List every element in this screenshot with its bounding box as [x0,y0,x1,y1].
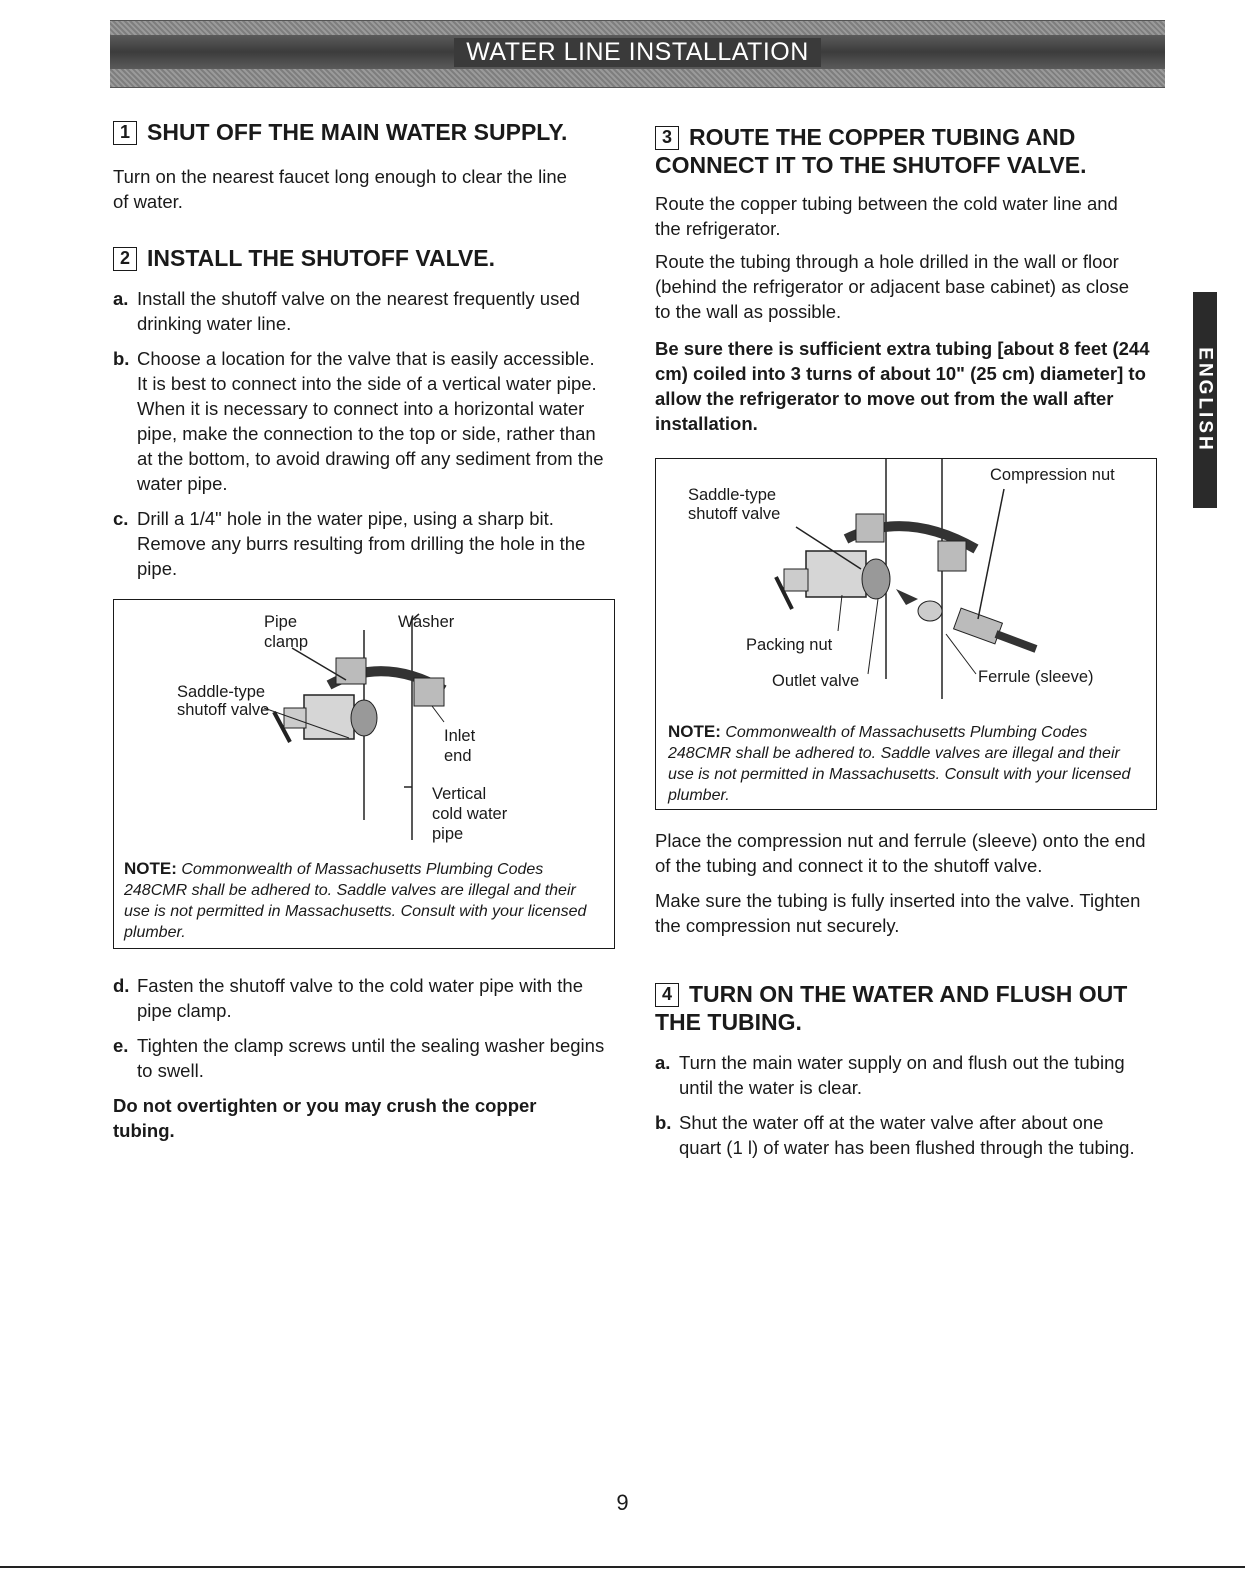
step3-title: ROUTE THE COPPER TUBING AND CONNECT IT TO THE SHUTOFF VALVE. [655,124,1087,178]
label-pipe-clamp: Pipe [264,613,298,631]
step4-item-b [655,1110,1149,1160]
valve-illustration [114,600,614,840]
step2-number: 2 [113,247,137,271]
label-outlet-valve: Outlet valve [772,672,860,690]
step2-title: INSTALL THE SHUTOFF VALVE. [147,245,495,271]
figure-note [668,721,1138,806]
step1-heading [113,118,613,146]
left-column [113,118,613,1143]
item-letter: d. [113,975,130,996]
label-saddle-valve-2: shutoff valve [177,701,270,719]
language-tab [1193,292,1217,508]
step4-title: TURN ON THE WATER AND FLUSH OUT THE TUBING. [655,981,1128,1035]
step2-item-a [113,286,607,336]
label-inlet-end: Inlet [444,727,476,745]
item-text: Choose a location for the valve that is easily accessible. It is best to connect into the side of a vertical water pipe. When it is necessary to connect into a horizontal water pipe, make the connection to the top or side, rather than at the bottom, to avoid drawing off any sediment from the water pipe. [137,348,604,494]
step3-para-1: Route the copper tubing between the cold water line and the refrigerator. [655,193,1118,239]
step2-item-d [113,973,617,1023]
step1-number: 1 [113,121,137,145]
note-label: NOTE: [668,722,721,741]
right-column [655,123,1165,1160]
note-text: Commonwealth of Massachusetts Plumbing Codes 248CMR shall be adhered to. Saddle valves are illegal and their use is not permitted in Massachusetts. Consult with your licensed plumber. [124,861,587,941]
item-text: Install the shutoff valve on the nearest frequently used drinking water line. [137,288,580,334]
item-text: Fasten the shutoff valve to the cold water pipe with the pipe clamp. [137,975,583,1021]
item-letter: c. [113,508,129,529]
bottom-rule [0,1566,1245,1568]
label-packing-nut: Packing nut [746,636,833,654]
step2-item-c [113,506,607,581]
step3-heading [655,123,1165,179]
language-tab-label: ENGLISH [1195,347,1217,453]
header-banner [110,20,1165,88]
step3-bold-para: Be sure there is sufficient extra tubing [about 8 feet (244 cm) coiled into 3 turns of about 10" (25 cm) diameter] to allow the refrigerator to move out from the wall after installation. [655,338,1150,434]
item-letter: a. [113,288,129,309]
label-pipe-clamp-2: clamp [264,633,309,651]
item-text: Shut the water off at the water valve after about one quart (1 l) of water has been flushed through the tubing. [679,1112,1135,1158]
valve-figure [113,599,615,949]
step4-number: 4 [655,983,679,1007]
label-ferrule: Ferrule (sleeve) [978,668,1094,686]
step2-item-e [113,1033,617,1083]
note-text: Commonwealth of Massachusetts Plumbing Codes 248CMR shall be adhered to. Saddle valves are illegal and their use is not permitted in Massachusetts. Consult with your licensed plumber. [668,724,1131,804]
item-letter: b. [655,1112,672,1133]
label-inlet-end-2: end [444,747,472,765]
label-washer: Washer [398,613,455,631]
overtighten-warning: Do not overtighten or you may crush the copper tubing. [113,1095,537,1141]
label-saddle-valve: Saddle-type [177,683,266,701]
page-title: WATER LINE INSTALLATION [454,38,821,67]
item-letter: a. [655,1052,671,1073]
label-saddle-valve: Saddle-type [688,486,777,504]
step1-body: Turn on the nearest faucet long enough to clear the line of water. [113,166,567,212]
label-compression-nut: Compression nut [990,466,1115,484]
item-text: Tighten the clamp screws until the sealing washer begins to swell. [137,1035,605,1081]
item-letter: b. [113,348,130,369]
item-letter: e. [113,1035,129,1056]
step3-para-2: Route the tubing through a hole drilled in the wall or floor (behind the refrigerator or adjacent base cabinet) as close to the wall as possible. [655,251,1130,322]
item-text: Drill a 1/4" hole in the water pipe, using a sharp bit. Remove any burrs resulting from drilling the hole in the pipe. [137,508,586,579]
page-number: 9 [616,1490,629,1515]
step2-heading [113,244,613,272]
note-label: NOTE: [124,859,177,878]
step4-heading [655,980,1165,1036]
label-vertical-pipe: Vertical [432,785,487,803]
step3-number: 3 [655,126,679,150]
header-bar [110,35,1165,69]
step3-para-4: Make sure the tubing is fully inserted into the valve. Tighten the compression nut securely. [655,890,1141,936]
figure-note [124,858,594,943]
step3-para-3: Place the compression nut and ferrule (sleeve) onto the end of the tubing and connect it to the shutoff valve. [655,830,1146,876]
label-vertical-pipe-2: cold water [432,805,508,823]
label-vertical-pipe-3: pipe [432,825,464,843]
label-saddle-valve-2: shutoff valve [688,505,781,523]
step1-title: SHUT OFF THE MAIN WATER SUPPLY. [147,119,568,145]
step2-item-b [113,346,607,496]
compression-figure [655,458,1157,810]
step4-item-a [655,1050,1149,1100]
item-text: Turn the main water supply on and flush out the tubing until the water is clear. [679,1052,1125,1098]
